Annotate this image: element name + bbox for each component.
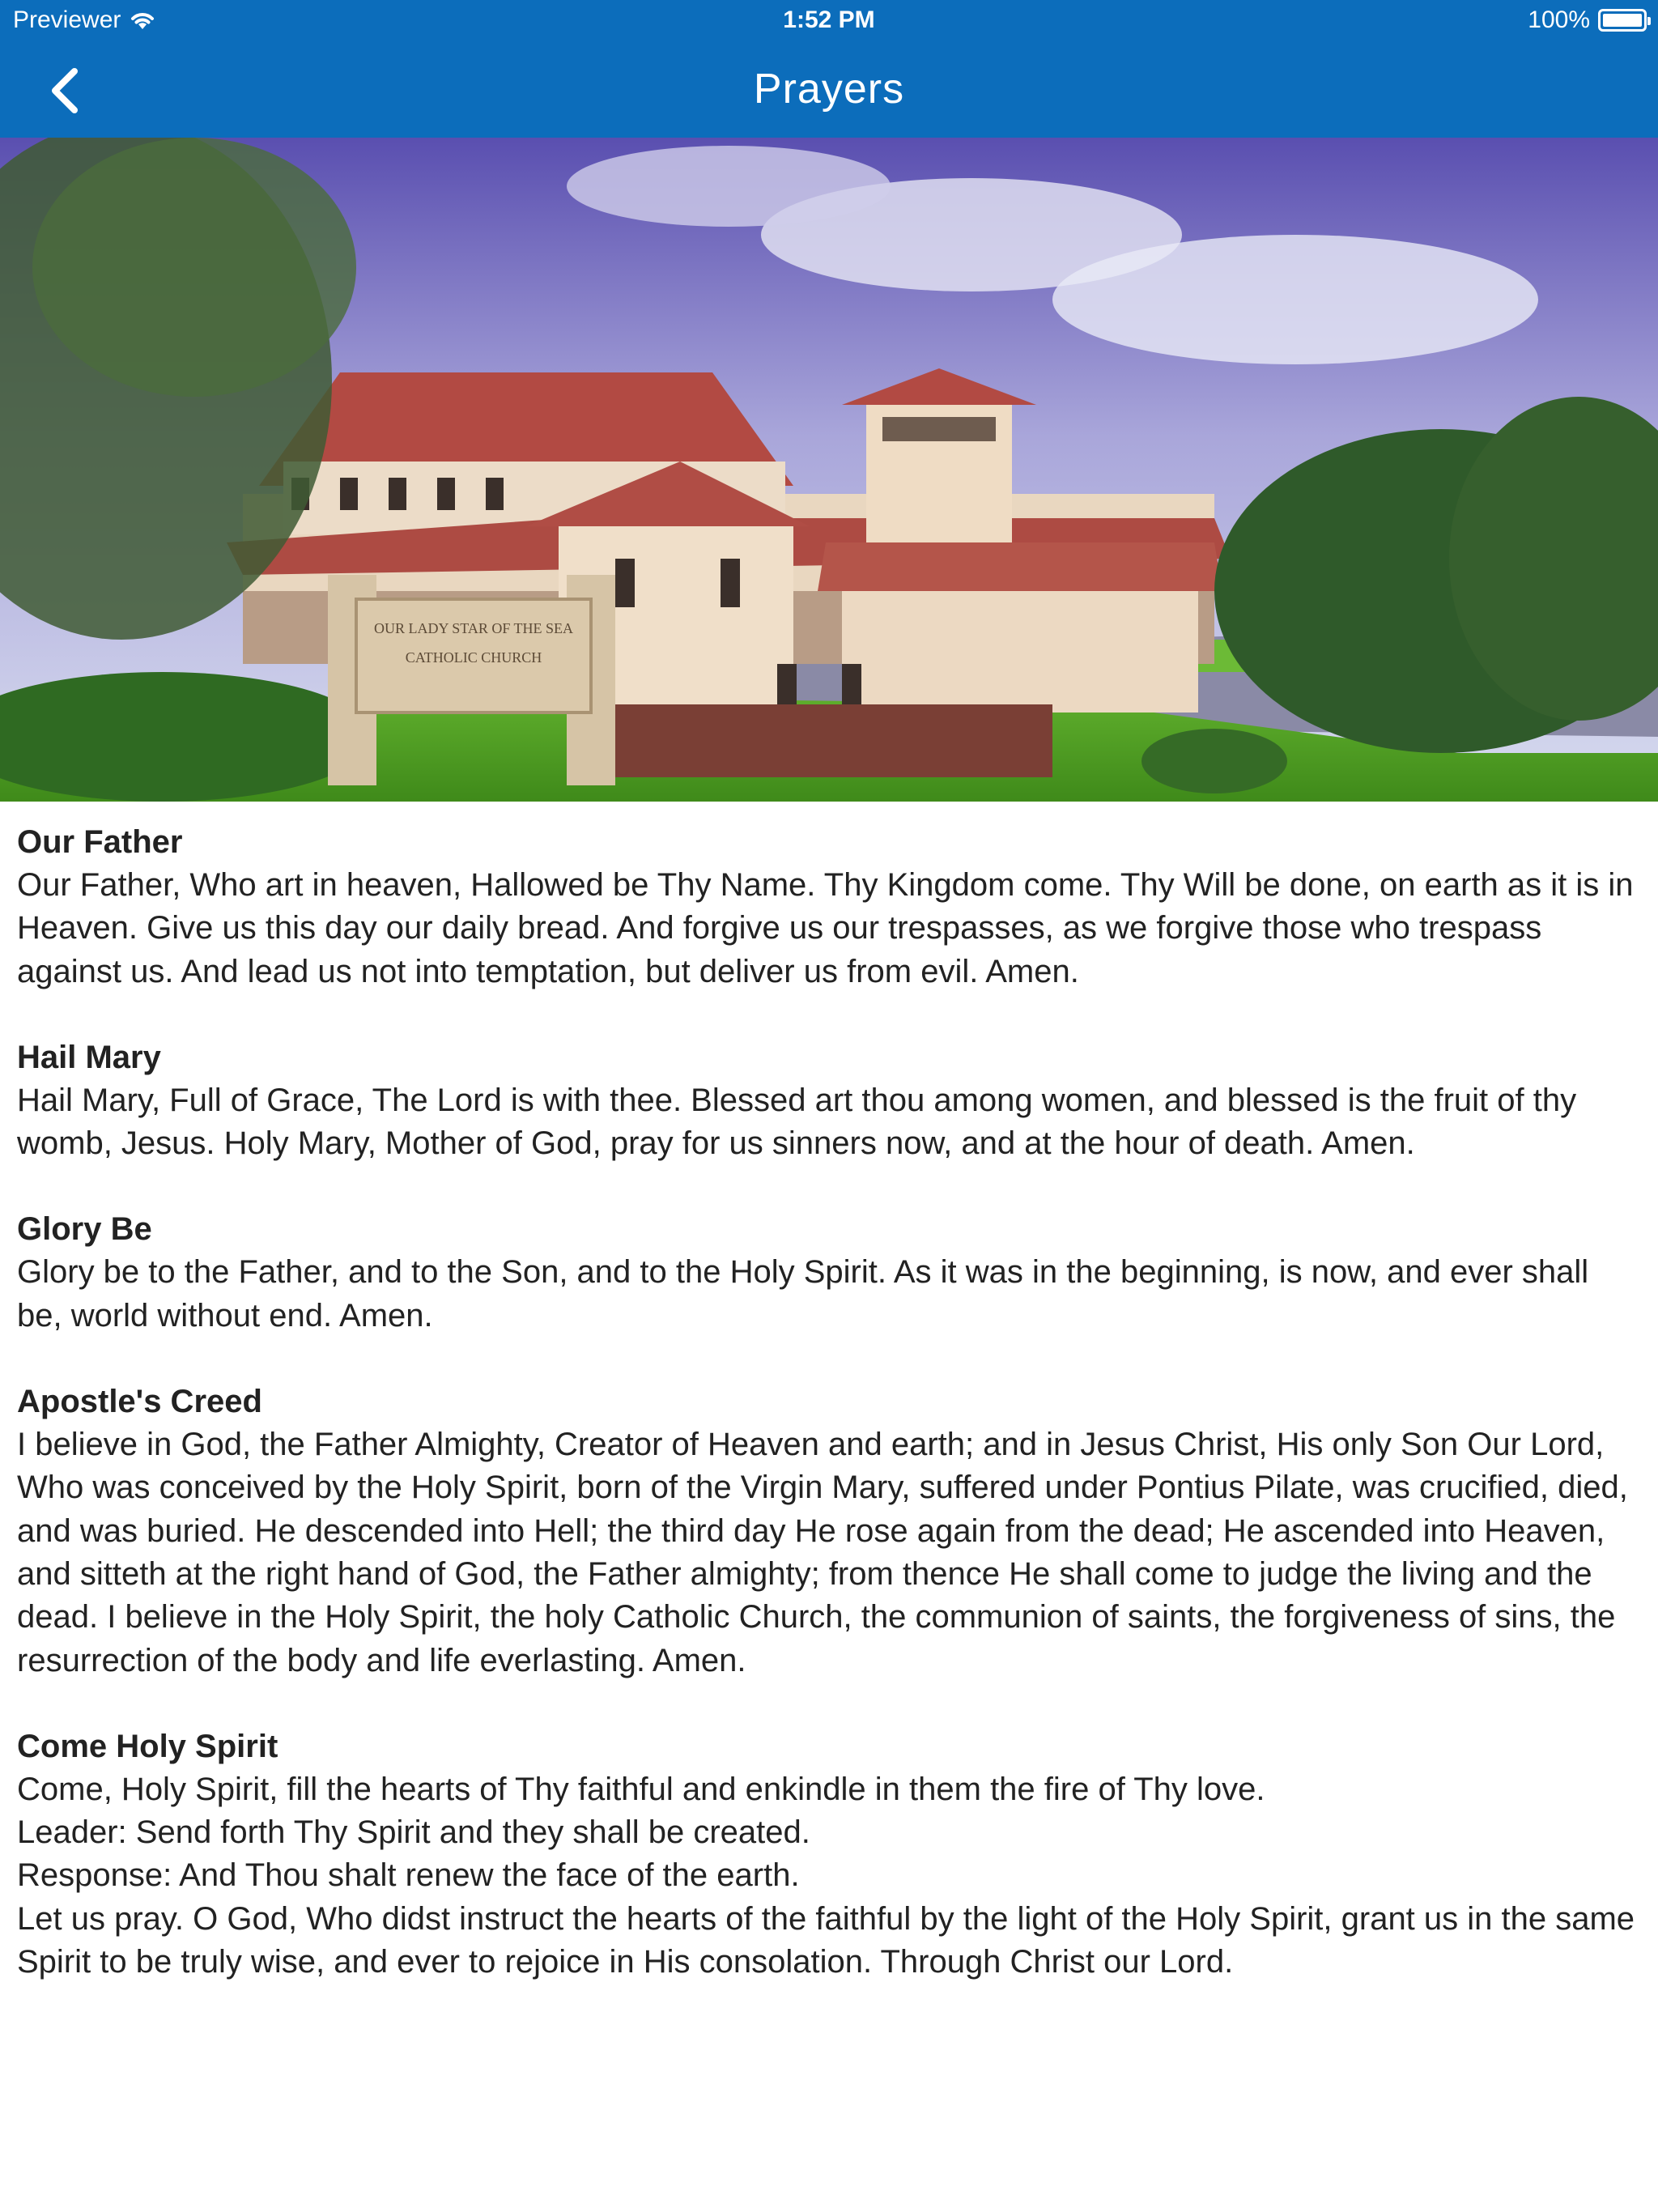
prayer-line: Let us pray. O God, Who didst instruct the hearts of the faithful by the light of the Holy Spirit, grant us in the same Spirit to be truly wise, and ever to rejoice in His consolation. Through Christ our Lord.: [17, 1900, 1635, 1980]
prayer-title: Apostle's Creed: [17, 1384, 262, 1420]
prayer-come-holy-spirit: [17, 1725, 1641, 1984]
prayer-line: I believe in God, the Father Almighty, Creator of Heaven and earth; and in Jesus Christ, His only Son Our Lord, Who was conceived by the Holy Spirit, born of the Virgin Mary, suffered under Pontius Pilate, was crucified, died, and was buried. He descended into Hell; the third day He rose again from the dead; He ascended into Heaven, and sitteth at the right hand of God, the Father almighty; from thence He shall come to judge the living and the dead. I believe in the Holy Spirit, the holy Catholic Church, the communion of saints, the forgiveness of sins, the resurrection of the body and life everlasting. Amen.: [17, 1427, 1628, 1678]
prayer-our-father: [17, 821, 1641, 993]
prayer-title: Our Father: [17, 824, 183, 860]
prayer-text: [17, 1768, 1641, 1984]
page-title: Prayers: [753, 66, 905, 113]
prayer-line: Hail Mary, Full of Grace, The Lord is with thee. Blessed art thou among women, and blessed is the fruit of thy womb, Jesus. Holy Mary, Mother of God, pray for us sinners now, and at the hour of death. Amen.: [17, 1082, 1577, 1162]
prayers-list: [17, 821, 1641, 2027]
prayer-line: Leader: Send forth Thy Spirit and they shall be created.: [17, 1814, 810, 1851]
carrier-label: Previewer: [13, 6, 121, 33]
battery-percent: 100%: [1528, 6, 1590, 33]
prayer-text: [17, 1423, 1641, 1682]
sign-text-line1: OUR LADY STAR OF THE SEA: [373, 620, 574, 636]
prayer-apostles-creed: [17, 1380, 1641, 1682]
battery-group: [1528, 6, 1647, 34]
status-time: 1:52 PM: [783, 6, 875, 33]
prayer-glory-be: [17, 1208, 1641, 1338]
prayer-text: [17, 864, 1641, 993]
prayer-title: Hail Mary: [17, 1039, 161, 1075]
prayer-line: Come, Holy Spirit, fill the hearts of Thy faithful and enkindle in them the fire of Thy love.: [17, 1771, 1265, 1807]
sign-text-line2: CATHOLIC CHURCH: [405, 649, 542, 666]
prayer-line: Our Father, Who art in heaven, Hallowed be Thy Name. Thy Kingdom come. Thy Will be done, on earth as it is in Heaven. Give us this day our daily bread. And forgive us our trespasses, as we forgive those who trespass against us. And lead us not into temptation, but deliver us from evil. Amen.: [17, 867, 1634, 989]
prayer-text: [17, 1079, 1641, 1166]
status-bar: [0, 0, 1658, 45]
prayer-title: Glory Be: [17, 1211, 152, 1248]
prayer-hail-mary: [17, 1036, 1641, 1166]
prayer-line: Response: And Thou shalt renew the face of the earth.: [17, 1857, 800, 1894]
battery-icon: [1598, 9, 1647, 32]
church-hero-image: [0, 138, 1658, 802]
prayer-title: Come Holy Spirit: [17, 1728, 278, 1764]
prayer-text: [17, 1251, 1641, 1338]
prayer-line: Glory be to the Father, and to the Son, and to the Holy Spirit. As it was in the beginning, is now, and ever shall be, world without end. Amen.: [17, 1254, 1589, 1334]
navigation-bar: [0, 45, 1658, 138]
